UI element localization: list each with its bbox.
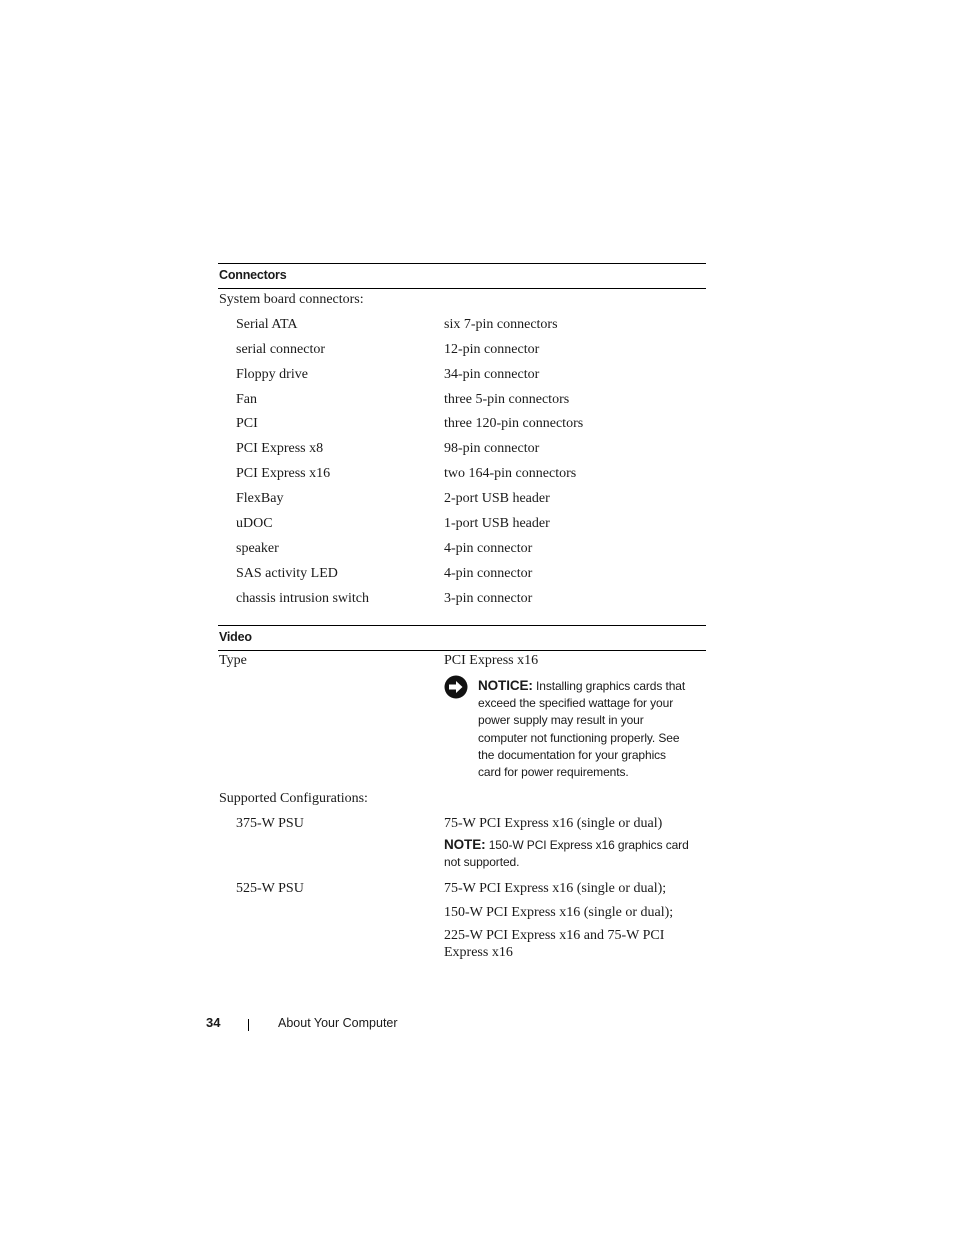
connector-label: PCI — [236, 416, 258, 431]
connectors-intro: System board connectors: — [219, 292, 364, 307]
connector-value: two 164-pin connectors — [444, 466, 577, 481]
connector-label: Floppy drive — [236, 367, 308, 382]
note-label: NOTE: — [444, 837, 486, 852]
connector-value: three 5-pin connectors — [444, 392, 570, 407]
connector-value: 1-port USB header — [444, 516, 550, 531]
connector-value: 12-pin connector — [444, 342, 540, 357]
connector-label: SAS activity LED — [236, 566, 338, 581]
psu-375-label: 375-W PSU — [236, 816, 304, 831]
connector-label: FlexBay — [236, 491, 284, 506]
connectors-heading-text: Connectors — [219, 268, 287, 282]
psu-525-value: 75-W PCI Express x16 (single or dual); — [444, 881, 667, 896]
connector-value: three 120-pin connectors — [444, 416, 584, 431]
connector-label: serial connector — [236, 342, 326, 357]
connector-label: Serial ATA — [236, 317, 298, 332]
video-heading — [218, 625, 706, 651]
connector-value: 4-pin connector — [444, 541, 533, 556]
connector-label: Fan — [236, 392, 257, 407]
notice-arrow-icon — [444, 675, 468, 699]
notice-line: the documentation for your graphics — [478, 747, 666, 762]
note-line: not supported. — [444, 855, 520, 870]
connector-value: six 7-pin connectors — [444, 317, 558, 332]
note-text — [444, 836, 706, 871]
video-heading-text: Video — [219, 630, 252, 644]
notice-text — [478, 677, 706, 781]
video-type-label: Type — [219, 653, 247, 668]
psu-375-value: 75-W PCI Express x16 (single or dual) — [444, 816, 663, 831]
psu-525-value: 225-W PCI Express x16 and 75-W PCI — [444, 928, 665, 943]
notice-label: NOTICE: — [478, 678, 533, 693]
page-number: 34 — [206, 1015, 221, 1030]
footer-section-title: About Your Computer — [278, 1016, 398, 1030]
note-line: 150-W PCI Express x16 graphics card — [488, 838, 689, 852]
psu-525-value: 150-W PCI Express x16 (single or dual); — [444, 905, 674, 920]
connector-value: 3-pin connector — [444, 591, 533, 606]
connector-label: PCI Express x8 — [236, 441, 324, 456]
footer-separator — [248, 1019, 249, 1031]
notice-line: card for power requirements. — [478, 765, 629, 780]
connector-label: uDOC — [236, 516, 273, 531]
connector-value: 34-pin connector — [444, 367, 540, 382]
connector-value: 98-pin connector — [444, 441, 540, 456]
connector-value: 2-port USB header — [444, 491, 550, 506]
notice-line: power supply may result in your — [478, 713, 644, 728]
notice-line: Installing graphics cards that — [536, 679, 686, 693]
connector-label: chassis intrusion switch — [236, 591, 369, 606]
video-type-value: PCI Express x16 — [444, 653, 539, 668]
connector-label: PCI Express x16 — [236, 466, 331, 481]
notice-line: exceed the specified wattage for your — [478, 696, 674, 711]
connector-value: 4-pin connector — [444, 566, 533, 581]
psu-525-value: Express x16 — [444, 945, 513, 960]
connector-label: speaker — [236, 541, 279, 556]
notice-line: computer not functioning properly. See — [478, 730, 680, 745]
connectors-heading — [218, 263, 706, 289]
psu-525-label: 525-W PSU — [236, 881, 304, 896]
supported-configurations-label: Supported Configurations: — [219, 791, 368, 806]
